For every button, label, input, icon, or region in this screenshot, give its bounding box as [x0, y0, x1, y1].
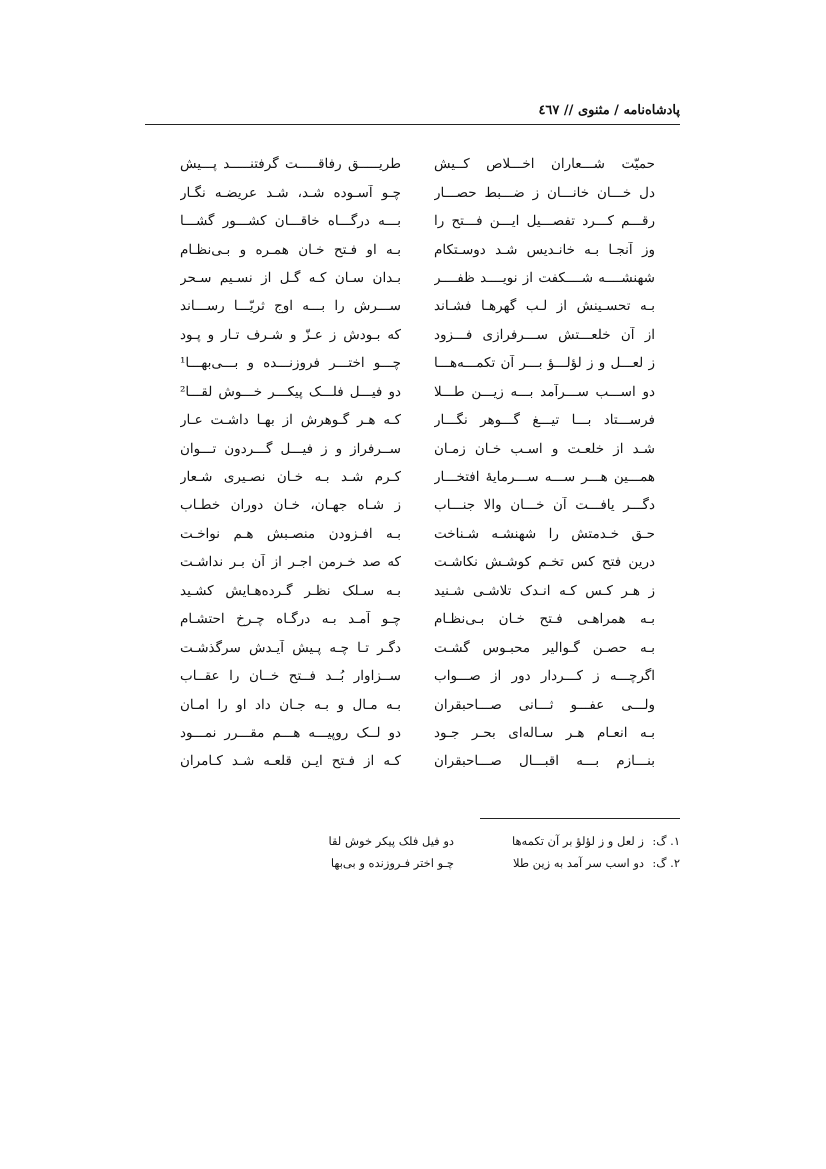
footnote-variant-first: ز لعل و ز لؤلؤ بر آن تکمه‌ها — [511, 834, 644, 848]
first-hemistich: وز آنجـا بـه خانـدیس شـد دوسـتکام — [434, 241, 655, 258]
couplet — [180, 150, 655, 178]
couplet — [180, 406, 655, 434]
couplet — [180, 577, 655, 605]
second-hemistich: کـرم شـد بـه خـان نصـیری شـعار — [180, 469, 401, 486]
first-hemistich: از آن خلعـــتش ســـرفرازی فـــزود — [434, 326, 655, 343]
first-hemistich: بـه تحسـینش از لـب گهرهـا فشـاند — [434, 298, 655, 315]
second-hemistich: که بـودش ز عـزّ و شـرف تـار و پـود — [180, 326, 401, 343]
second-hemistich: ســرفراز و ز فیـــل گـــردون تـــوان — [180, 440, 401, 457]
second-hemistich: چـــو اختـــر فروزنـــده و بـــی‌بهـــا¹ — [180, 355, 401, 372]
poem-body — [180, 150, 655, 776]
footnote-variant-first: دو اسب سر آمد به زین طلا — [513, 856, 644, 870]
couplet — [180, 662, 655, 690]
couplet — [180, 207, 655, 235]
second-hemistich: دو فیـــل فلـــک پیکـــر خـــوش لقـــا² — [180, 383, 401, 400]
second-hemistich: بـه او فـتح خـان همـره و بـی‌نظـام — [180, 241, 401, 258]
footnote-label: ۱. گ: — [652, 834, 680, 848]
couplet — [180, 719, 655, 747]
header-divider — [145, 124, 680, 125]
couplet — [180, 491, 655, 519]
second-hemistich: بـه مـال و بـه جـان داد او را امـان — [180, 696, 401, 713]
header-title: پادشاه‌نامه / مثنوی // ٤٦٧ — [538, 103, 680, 118]
first-hemistich: شـد از خلعـت و اسـب خـان زمـان — [434, 440, 655, 457]
first-hemistich: ولـــی عفـــو ثـــانی صـــاحبقران — [434, 696, 655, 713]
second-hemistich: ســـرش را بـــه اوج ثریّـــا رســـاند — [180, 298, 401, 315]
footnotes — [220, 830, 680, 874]
first-hemistich: رقـــم کـــرد تفصـــیل ایـــن فـــتح را — [434, 213, 655, 230]
couplet — [180, 747, 655, 775]
second-hemistich: بـــه درگـــاه خاقـــان کشـــور گشـــا — [180, 213, 401, 230]
couplet — [180, 178, 655, 206]
couplet — [180, 520, 655, 548]
first-hemistich: حـق خـدمتش را شهنشـه شـناخت — [434, 525, 655, 542]
first-hemistich: دگـــر یافـــت آن خـــان والا جنـــاب — [434, 497, 655, 514]
second-hemistich: کـه هـر گـوهرش از بهـا داشـت عـار — [180, 412, 401, 429]
couplet — [180, 434, 655, 462]
first-hemistich: درین فتح کس تخـم کوشـش نکاشـت — [434, 554, 655, 571]
first-hemistich: بـه حصـن گـوالیر محبـوس گشـت — [434, 639, 655, 656]
second-hemistich: که صد خـرمن اجـر از آن بـر نداشـت — [180, 554, 401, 571]
first-hemistich: ز هـر کـس کـه انـدک تلاشـی شـنید — [434, 582, 655, 599]
second-hemistich: کـه از فـتح ایـن قلعـه شـد کـامران — [180, 753, 401, 770]
second-hemistich: ز شـاه جهـان، خـان دوران خطـاب — [180, 497, 401, 514]
first-hemistich: بـه انعـام هـر سـاله‌ای بحـر جـود — [434, 724, 655, 741]
couplet — [180, 690, 655, 718]
footnote — [220, 830, 680, 852]
couplet — [180, 633, 655, 661]
footnote — [220, 852, 680, 874]
first-hemistich: بـه همراهـی فـتح خـان بـی‌نظـام — [434, 611, 655, 628]
second-hemistich: بـه سـلک نظـر گـرده‌هـایش کشـید — [180, 582, 401, 599]
page-header — [145, 101, 680, 125]
first-hemistich: ز لعـــل و ز لؤلـــؤ بـــر آن تکمـــه‌هـــا — [434, 355, 655, 372]
couplet — [180, 235, 655, 263]
second-hemistich: دگـر تـا چـه پـیش آیـدش سرگذشـت — [180, 639, 401, 656]
couplet — [180, 605, 655, 633]
footnote-variant-second: چـو اختر فـروزنده و بی‌بها — [330, 856, 454, 870]
couplet — [180, 321, 655, 349]
footnote-divider — [480, 818, 680, 819]
couplet — [180, 548, 655, 576]
second-hemistich: چـو آمـد بـه درگـاه چـرخ احتشـام — [180, 611, 401, 628]
first-hemistich: دل خـــان خانـــان ز ضـــبط حصـــار — [434, 184, 655, 201]
couplet — [180, 264, 655, 292]
couplet — [180, 378, 655, 406]
second-hemistich: طریـــــق رفاقـــــت گرفتنـــــد پـــیش — [180, 156, 401, 173]
second-hemistich: دو لــک روپیـــه هـــم مقـــرر نمـــود — [180, 724, 401, 741]
second-hemistich: ســزاوار بُــد فــتح خــان را عقــاب — [180, 668, 401, 685]
second-hemistich: چـو آسـوده شـد، شـد عریضـه نگـار — [180, 184, 401, 201]
first-hemistich: اگرچـــه ز کـــردار دور از صـــواب — [434, 668, 655, 685]
first-hemistich: همـــین هـــر ســـه ســـرمایهٔ افتخـــار — [434, 469, 655, 486]
footnote-variant-second: دو فیل فلک پیکر خوش لقا — [328, 834, 454, 848]
footnote-label: ۲. گ: — [652, 856, 680, 870]
first-hemistich: دو اســـب ســـرآمد بـــه زیـــن طـــلا — [434, 383, 655, 400]
first-hemistich: بنـــازم بـــه اقبـــال صـــاحبقران — [434, 753, 655, 770]
first-hemistich: فرســـتاد بـــا تیـــغ گـــوهر نگـــار — [434, 412, 655, 429]
couplet — [180, 292, 655, 320]
first-hemistich: شهنشــــه شــــکفت از نویــــد ظفــــر — [434, 269, 655, 286]
couplet — [180, 463, 655, 491]
second-hemistich: بـدان سـان کـه گـل از نسـیم سـحر — [180, 269, 401, 286]
second-hemistich: بـه افـزودن منصـبش هـم نواخـت — [180, 525, 401, 542]
first-hemistich: حمیّت شـــعاران اخـــلاص کــیش — [434, 156, 655, 173]
couplet — [180, 349, 655, 377]
